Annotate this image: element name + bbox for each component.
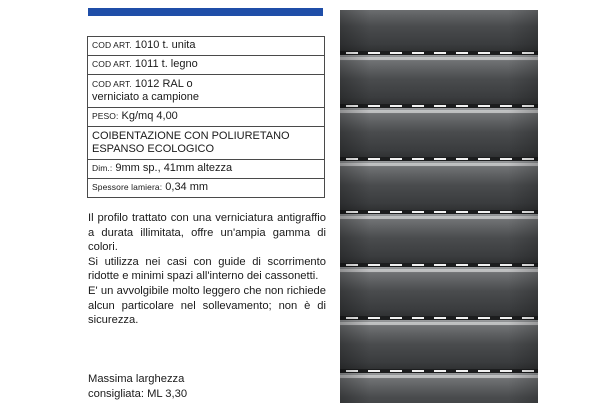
spec-value: Kg/mq 4,00 — [121, 110, 178, 122]
spec-value: 0,34 mm — [165, 181, 209, 193]
max-width-label: Massima larghezza — [88, 373, 185, 385]
shutter-photo — [340, 10, 538, 403]
spec-label: Dim.: — [92, 163, 113, 173]
spec-row-code-1010 — [88, 37, 324, 56]
product-description — [88, 211, 326, 328]
spec-row-thickness — [88, 179, 324, 197]
spec-label: COD ART. — [92, 59, 132, 69]
spec-value-line2: verniciato a campione — [92, 91, 200, 103]
spec-label: Spessore lamiera: — [92, 182, 163, 192]
max-width-note — [88, 372, 288, 401]
spec-value: 1010 t. unita — [134, 39, 196, 51]
spec-value: 1012 RAL o — [134, 78, 193, 90]
spec-row-weight — [88, 108, 324, 127]
max-width-value: consigliata: ML 3,30 — [88, 387, 188, 400]
spec-label: PESO: — [92, 111, 119, 121]
spec-value: 1011 t. legno — [134, 58, 198, 70]
spec-label: COD ART. — [92, 79, 132, 89]
description-paragraph: Il profilo trattato con una verniciatura antigraffio a durata illimitata, offre un'ampia gamma di colori. — [88, 212, 326, 254]
spec-row-insulation — [88, 127, 324, 160]
spec-value-line2: ESPANSO ECOLOGICO — [92, 143, 215, 155]
spec-value: 9mm sp., 41mm altezza — [115, 162, 233, 174]
spec-value: COIBENTAZIONE CON POLIURETANO — [92, 130, 290, 142]
spec-row-code-1012 — [88, 75, 324, 108]
spec-table — [87, 36, 325, 198]
header-accent-bar — [88, 8, 323, 16]
spec-row-code-1011 — [88, 56, 324, 75]
spec-label: COD ART. — [92, 40, 132, 50]
description-paragraph: E' un avvolgibile molto leggero che non richiede alcun particolare nel sollevamento; non è di sicurezza. — [88, 284, 326, 327]
description-paragraph: Si utilizza nei casi con guide di scorrimento ridotte e minimi spazi all'interno dei cassonetti. — [88, 255, 326, 283]
spec-row-dimensions — [88, 160, 324, 179]
